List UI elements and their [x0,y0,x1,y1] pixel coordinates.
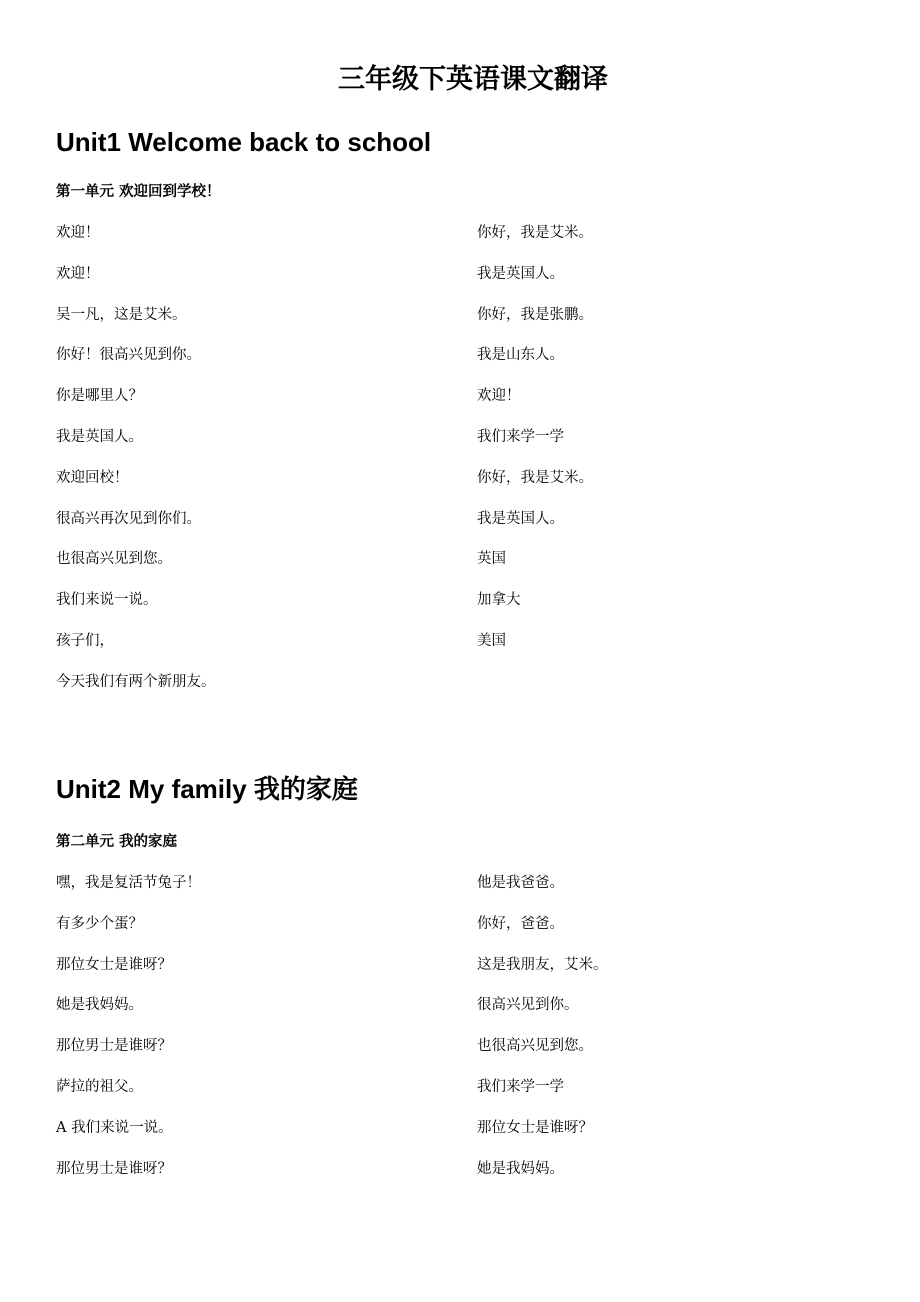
translation-line: 我是英国人。 [477,510,564,527]
translation-line: 我们来学一学 [477,1078,564,1095]
translation-line: 我是山东人。 [477,347,564,364]
translation-line: 你好，爸爸。 [477,915,564,932]
translation-line: 也很高兴见到您。 [56,551,172,568]
translation-line: 很高兴再次见到你们。 [56,510,201,527]
translation-line: 我们来说一说。 [56,592,158,609]
unit2-heading: Unit2 My family 我的家庭 [56,774,358,804]
translation-line: 我是英国人。 [477,265,564,282]
translation-line: 她是我妈妈。 [477,1160,564,1177]
translation-line: 你好！很高兴见到你。 [56,347,201,364]
translation-line: 欢迎！ [56,225,100,241]
translation-line: 他是我爸爸。 [477,875,564,891]
translation-line: 我是英国人。 [56,428,143,445]
translation-line: 吴一凡，这是艾米。 [56,306,187,323]
translation-line: 那位女士是谁呀？ [477,1119,593,1136]
unit1-right-column [477,222,593,671]
translation-line: 加拿大 [477,592,521,609]
unit1-left-column [56,222,216,712]
translation-line: 也很高兴见到您。 [477,1038,593,1055]
translation-line: 我们来学一学 [477,428,564,445]
translation-line: 你好，我是艾米。 [477,225,593,241]
translation-line: 美国 [477,632,506,649]
unit1-heading: Unit1 Welcome back to school [56,127,432,157]
translation-line: 那位女士是谁呀？ [56,956,172,973]
translation-line: 孩子们， [56,632,114,649]
unit2-left-column [56,872,201,1198]
translation-line: 今天我们有两个新朋友。 [56,673,216,690]
translation-line: 你是哪里人？ [56,388,143,405]
unit2-right-column [477,872,608,1198]
translation-line: 这是我朋友，艾米。 [477,956,608,973]
translation-line: A 我们来说一说。 [56,1119,173,1136]
translation-line: 很高兴见到你。 [477,997,579,1014]
translation-line: 欢迎回校！ [56,469,129,486]
translation-line: 欢迎！ [477,388,521,405]
translation-line: 萨拉的祖父。 [56,1078,143,1095]
unit1-subtitle: 第一单元 欢迎回到学校！ [56,184,221,200]
unit2-subtitle: 第二单元 我的家庭 [56,834,178,850]
translation-line: 你好，我是张鹏。 [477,306,593,323]
translation-line: 她是我妈妈。 [56,997,143,1014]
translation-line: 嘿，我是复活节兔子！ [56,875,201,891]
translation-line: 欢迎！ [56,265,100,282]
document-title: 三年级下英语课文翻译 [338,64,608,95]
translation-line: 那位男士是谁呀？ [56,1160,172,1177]
translation-line: 那位男士是谁呀？ [56,1038,172,1055]
translation-line: 你好，我是艾米。 [477,469,593,486]
translation-line: 英国 [477,551,506,568]
translation-line: 有多少个蛋？ [56,915,143,932]
